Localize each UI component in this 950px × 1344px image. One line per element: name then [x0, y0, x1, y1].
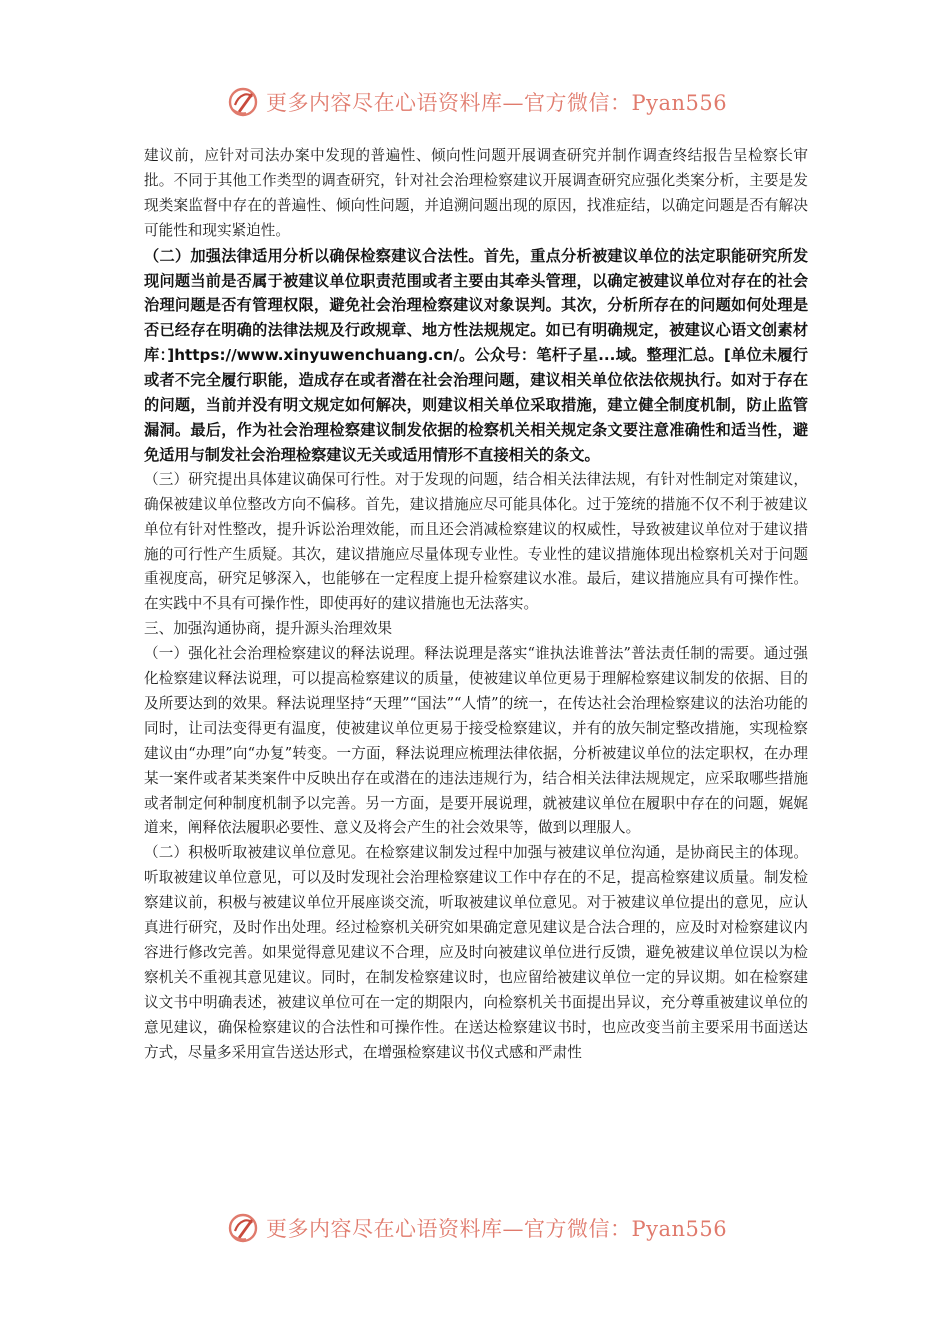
paragraph-listen-opinions: （二）积极听取被建议单位意见。在检察建议制发过程中加强与被建议单位沟通，是协商民主的体现。听取被建议单位意见，可以及时发现社会治理检察建议工作中存在的不足，提高检察建议质量。制发检察建议前，积极与被建议单位开展座谈交流，听取被建议单位意见。对于被建议单位提出的意见，应认真进行研究，及时作出处理。经过检察机关研究如果确定意见建议是合法合理的，应及时对检察建议内容进行修改完善。如果觉得意见建议不合理，应及时向被建议单位进行反馈，避免被建议单位误以为检察机关不重视其意见建议。同时，在制发检察建议时，也应留给被建议单位一定的异议期。如在检察建议文书中明确表述，被建议单位可在一定的期限内，向检察机关书面提出异议，充分尊重被建议单位的意见建议，确保检察建议的合法性和可操作性。在送达检察建议书时，也应改变当前主要采用书面送达方式，尽量多采用宣告送达形式，在增强检察建议书仪式感和严肃性 — [144, 844, 808, 1061]
watermark-text: 更多内容尽在心语资料库—官方微信：Pyan556 — [266, 1217, 728, 1241]
watermark-banner-top — [226, 82, 786, 122]
section-heading-communication: 三、加强沟通协商，提升源头治理效果 — [144, 620, 393, 638]
paragraph-legal-analysis: （二）加强法律适用分析以确保检察建议合法性。首先，重点分析被建议单位的法定职能研究所发现问题当前是否属于被建议单位职责范围或者主要由其牵头管理，以确定被建议单位对存在的社会治理问题是否有管理权限，避免社会治理检察建议对象误判。其次，分析所存在的问题如何处理是否已经存在明确的法律法规及行政规章、地方性法规规定。如已有明确规定，被建议心语文创素材库：]https://www.xinyuwenchuang.cn/。公众号：笔杆子星...域。整理汇总。[单位未履行或者不完全履行职能，造成存在或者潜在社会治理问题，建议相关单位依法依规执行。如对于存在的问题，当前并没有明文规定如何解决，则建议相关单位采取措施，建立健全制度机制，防止监管漏洞。最后，作为社会治理检察建议制发依据的检察机关相关规定条文要注意准确性和适当性，避免适用与制发社会治理检察建议无关或适用情形不直接相关的条文。 — [144, 246, 808, 464]
watermark-text: 更多内容尽在心语资料库—官方微信：Pyan556 — [266, 91, 728, 115]
paragraph-intro: 建议前，应针对司法办案中发现的普遍性、倾向性问题开展调查研究并制作调查终结报告呈检察长审批。不同于其他工作类型的调查研究，针对社会治理检察建议开展调查研究应强化类案分析，主要是发现类案监督中存在的普遍性、倾向性问题，并追溯问题出现的原因，找准症结，以确定问题是否有解决可能性和现实紧迫性。 — [144, 147, 808, 239]
paragraph-legal-explanation: （一）强化社会治理检察建议的释法说理。释法说理是落实“谁执法谁普法”普法责任制的需要。通过强化检察建议释法说理，可以提高检察建议的质量，使被建议单位更易于理解检察建议制发的依据、目的及所要达到的效果。释法说理坚持“天理”“国法”“人情”的统一，在传达社会治理检察建议的法治功能的同时，让司法变得更有温度，使被建议单位更易于接受检察建议，并有的放矢制定整改措施，实现检察建议由“办理”向“办复”转变。一方面，释法说理应梳理法律依据，分析被建议单位的法定职权，在办理某一案件或者某类案件中反映出存在或潜在的违法违规行为，结合相关法律法规规定，应采取哪些措施或者制定何种制度机制予以完善。另一方面，是要开展说理，就被建议单位在履职中存在的问题，娓娓道来，阐释依法履职必要性、意义及将会产生的社会效果等，做到以理服人。 — [144, 645, 808, 837]
pen-swirl-logo-icon — [226, 85, 260, 119]
watermark-banner-bottom — [226, 1208, 786, 1248]
pen-swirl-logo-icon — [226, 1211, 260, 1245]
document-body — [144, 144, 808, 1066]
paragraph-feasibility: （三）研究提出具体建议确保可行性。对于发现的问题，结合相关法律法规，有针对性制定对策建议，确保被建议单位整改方向不偏移。首先，建议措施应尽可能具体化。过于笼统的措施不仅不利于被建议单位有针对性整改，提升诉讼治理效能，而且还会消减检察建议的权威性，导致被建议单位对于建议措施的可行性产生质疑。其次，建议措施应尽量体现专业性。专业性的建议措施体现出检察机关对于问题重视度高，研究足够深入，也能够在一定程度上提升检察建议水准。最后，建议措施应具有可操作性。在实践中不具有可操作性，即使再好的建议措施也无法落实。 — [144, 470, 808, 613]
